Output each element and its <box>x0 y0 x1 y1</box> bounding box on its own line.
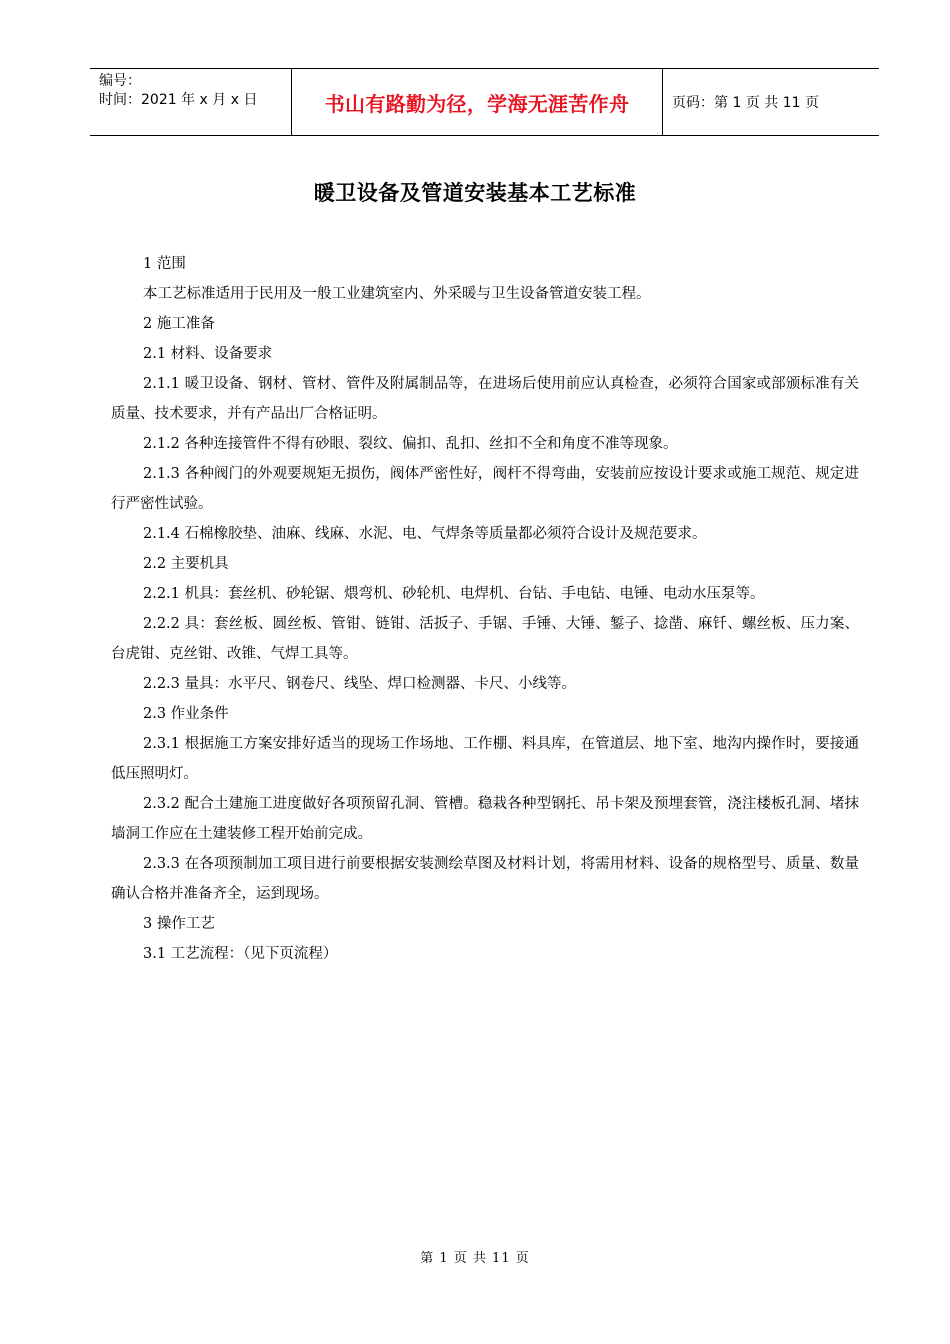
subsection-heading: 2.3 作业条件 <box>143 706 229 722</box>
header-motto <box>291 69 663 135</box>
section-heading: 3 操作工艺 <box>143 916 215 932</box>
document-title: 暖卫设备及管道安装基本工艺标准 <box>313 181 637 205</box>
header-page-info <box>663 69 879 135</box>
paragraph: 2.1.3 各种阀门的外观要规矩无损伤，阀体严密性好，阀杆不得弯曲，安装前应按设计要求或施工规范、规定进行严密性试验。 <box>111 466 859 512</box>
document-body <box>111 249 859 969</box>
paragraph: 2.2.3 量具：水平尺、钢卷尺、线坠、焊口检测器、卡尺、小线等。 <box>143 676 577 692</box>
subsection-heading: 2.2 主要机具 <box>143 556 229 572</box>
motto-text: 书山有路勤为径，学海无涯苦作舟 <box>324 91 630 116</box>
paragraph: 2.3.3 在各项预制加工项目进行前要根据安装测绘草图及材料计划，将需用材料、设备的规格型号、质量、数量确认合格并准备齐全，运到现场。 <box>111 856 859 902</box>
page-footer <box>0 1247 950 1266</box>
section-heading: 1 范围 <box>143 256 186 272</box>
page-info-text: 页码：第 1 页 共 11 页 <box>672 95 819 111</box>
paragraph: 2.2.1 机具：套丝机、砂轮锯、煨弯机、砂轮机、电焊机、台钻、手电钻、电锤、电动水压泵等。 <box>143 586 765 602</box>
paragraph: 2.2.2 具：套丝板、圆丝板、管钳、链钳、活扳子、手锯、手锤、大锤、錾子、捻凿、麻钎、螺丝板、压力案、台虎钳、克丝钳、改锥、气焊工具等。 <box>111 616 859 662</box>
page-header <box>90 68 879 136</box>
time-label: 时间：2021 年 x 月 x 日 <box>99 92 258 108</box>
paragraph: 2.1.1 暖卫设备、钢材、管材、管件及附属制品等，在进场后使用前应认真检查，必须符合国家或部颁标准有关质量、技术要求，并有产品出厂合格证明。 <box>111 376 859 422</box>
number-label: 编号： <box>99 73 141 89</box>
footer-page-number: 第 1 页 共 11 页 <box>420 1251 530 1266</box>
paragraph: 2.3.1 根据施工方案安排好适当的现场工作场地、工作棚、料具库，在管道层、地下室、地沟内操作时，要接通低压照明灯。 <box>111 736 859 782</box>
paragraph: 2.1.2 各种连接管件不得有砂眼、裂纹、偏扣、乱扣、丝扣不全和角度不准等现象。 <box>143 436 678 452</box>
paragraph: 2.1.4 石棉橡胶垫、油麻、线麻、水泥、电、气焊条等质量都必须符合设计及规范要求。 <box>143 526 707 542</box>
paragraph: 本工艺标准适用于民用及一般工业建筑室内、外采暖与卫生设备管道安装工程。 <box>143 286 651 302</box>
paragraph: 2.3.2 配合土建施工进度做好各项预留孔洞、管槽。稳栽各种型钢托、吊卡架及预埋套管，浇注楼板孔洞、堵抹墙洞工作应在土建装修工程开始前完成。 <box>111 796 859 842</box>
section-heading: 2 施工准备 <box>143 316 215 332</box>
paragraph: 3.1 工艺流程：（见下页流程） <box>143 946 338 962</box>
header-meta <box>90 69 291 135</box>
subsection-heading: 2.1 材料、设备要求 <box>143 346 273 362</box>
